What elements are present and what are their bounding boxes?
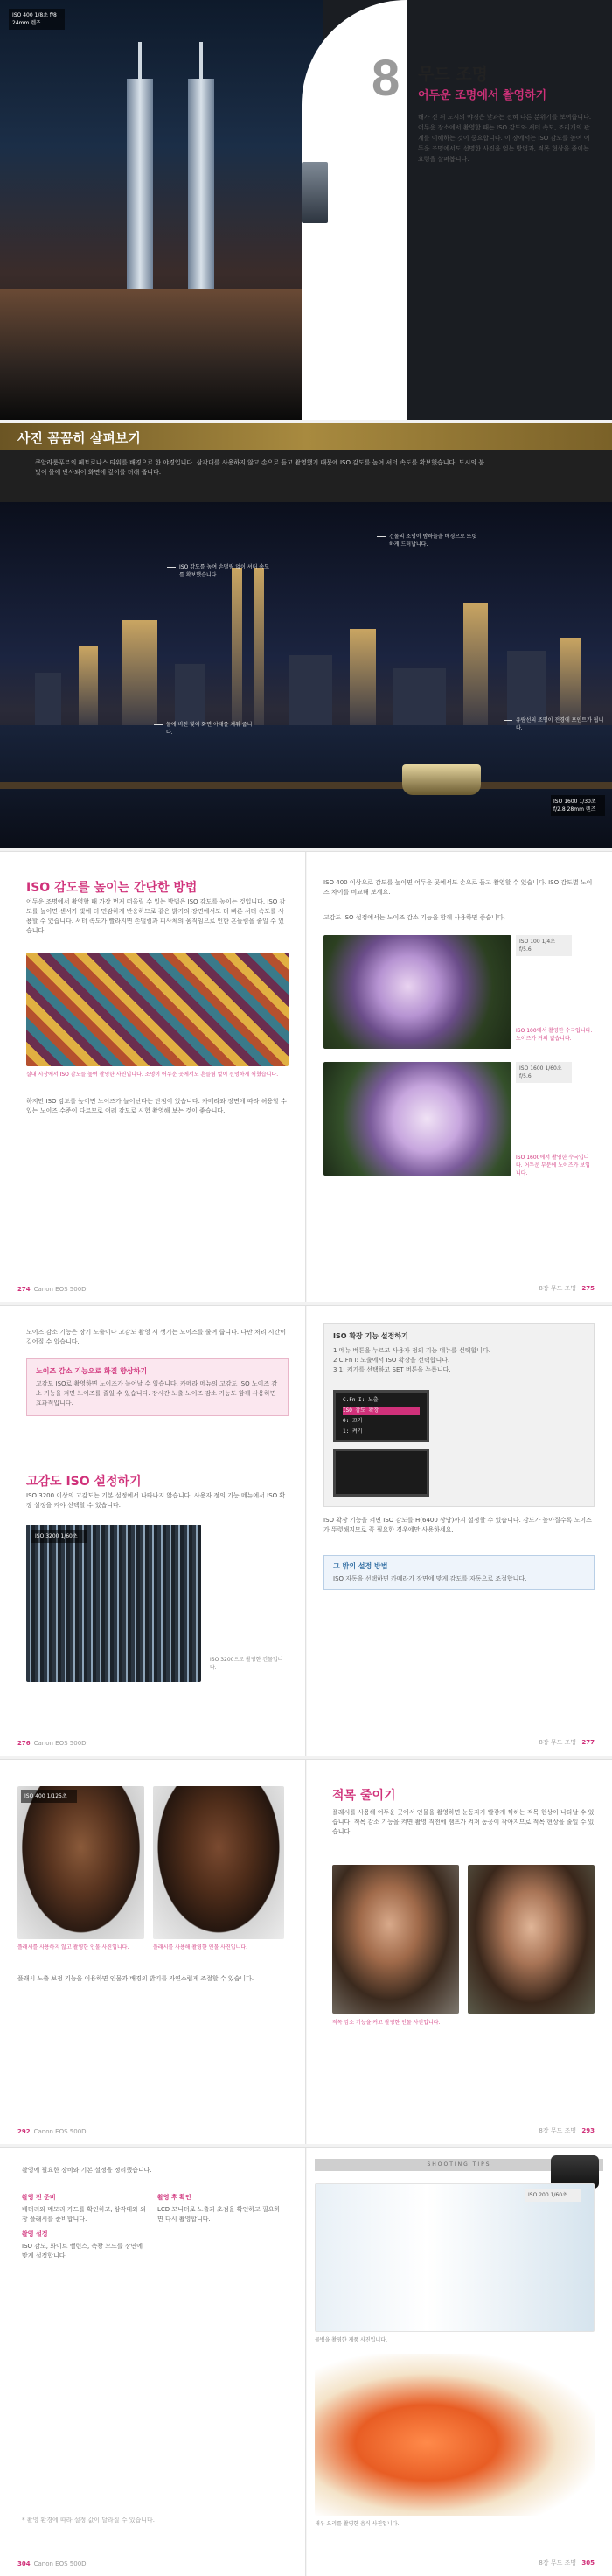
page-folio-right [539,2126,595,2135]
chapter-number: 8 [372,50,400,107]
hydrangea-photo-low-iso [323,935,511,1049]
info-box-title: 노이즈 감소 기능으로 화질 향상하기 [36,1367,148,1375]
body-text: 플래시 노출 보정 기능을 이용하면 인물과 배경의 밝기를 자연스럽게 조절할 수 있습니다. [17,1975,254,1982]
page-folio-right [539,1284,595,1293]
photo-settings-tag: ISO 1600 1/60초 f/5.6 [516,1062,572,1083]
tips-strip: SHOOTING TIPS [315,2159,603,2171]
tip-box-text: ISO 자동을 선택하면 카메라가 장면에 맞게 감도를 자동으로 조절합니다. [333,1575,527,1582]
chapter-opener-spread [0,0,612,420]
night-skyline-photo [0,502,612,848]
river-boat [402,764,481,795]
plaza-foreground [0,289,323,420]
page-number: 274 [17,1286,31,1293]
water-bottle-photo [315,2183,595,2332]
hydrangea-photo-high-iso [323,1062,511,1176]
thumbnail-photo [302,162,328,223]
photo-caption: 물병을 촬영한 제품 사진입니다. [315,2337,387,2343]
photo-settings-tag: ISO 3200 1/60초 [31,1530,87,1543]
photo-settings-tag: ISO 400 1/8초 f/8 24mm 렌즈 [9,9,65,30]
photo-settings-tag: ISO 100 1/4초 f/5.6 [516,935,572,956]
page-number: 305 [581,2559,595,2566]
portrait-photo-red-eye-1 [332,1865,459,2014]
tower-left [127,79,153,289]
body-text: 어두운 조명에서 촬영할 때 가장 먼저 떠올릴 수 있는 방법은 ISO 감도를 높이는 것입니다. ISO 감도를 높이면 센서가 빛에 더 민감하게 반응하므로 같은 밝기의 장면에서도 더 빠른 셔터 속도를 사용할 수 있습니다. 셔터 속도가 빨라지면 손떨림과 피사체의 움직임으로 인한 흔들림을 줄일 수 있습니다. [26,898,286,934]
body-text: ISO 400 이상으로 감도를 높이면 어두운 곳에서도 손으로 들고 촬영할 수 있습니다. ISO 감도별 노이즈 차이를 비교해 보세요. [323,879,593,896]
tips-column [22,2188,149,2261]
body-text: 하지만 ISO 감도를 높이면 노이즈가 늘어난다는 단점이 있습니다. 카메라와 장면에 따라 허용할 수 있는 노이즈 수준이 다르므로 여러 감도로 시험 촬영해 보는 것이 좋습니다. [26,1098,287,1114]
photo-settings-tag: ISO 200 1/60초 [525,2189,581,2202]
annotation: 유람선의 조명이 전경에 포인트가 됩니다. [516,716,608,732]
gutter [305,1760,307,2144]
page-number: 293 [581,2127,595,2134]
portrait-photo-red-eye-2 [468,1865,595,2014]
photo-caption: ISO 3200으로 촬영한 건물입니다. [210,1657,283,1671]
photo-settings-tag: ISO 1600 1/30초 f/2.8 28mm 렌즈 [551,795,605,816]
tips-spread [0,2147,612,2576]
building [393,668,446,725]
page-number: 304 [17,2560,31,2567]
page-number: 292 [17,2128,31,2135]
market-photo [26,953,289,1066]
section-title: 적목 줄이기 [332,1789,396,1803]
gutter [305,1306,307,1756]
building [35,673,61,725]
building [232,568,242,725]
high-iso-spread [0,1305,612,1756]
building [463,603,488,725]
building [350,629,376,725]
red-eye-spread [0,1759,612,2144]
photo-caption: 새우 요리를 촬영한 음식 사진입니다. [315,2521,400,2527]
photo-caption: 플래시를 사용하지 않고 촬영한 인물 사진입니다. [17,1944,129,1951]
building [79,646,98,725]
folio-text: Canon EOS 500D [33,2128,87,2135]
portrait-photo-flash [153,1786,284,1939]
page-folio-right [539,1738,595,1747]
page-number: 276 [17,1740,31,1747]
photo-caption: 적목 감소 기능을 켜고 촬영한 인물 사진입니다. [332,2020,441,2026]
building [175,664,205,725]
page-folio-left [17,1740,87,1747]
lcd-row-selected: ISO 감도 확장 [343,1407,420,1415]
tips-column-title: 촬영 후 확인 [157,2194,191,2201]
building [289,655,332,725]
section-header-title: 사진 꼼꼼히 살펴보기 [17,430,141,446]
camera-lcd-menu [333,1390,429,1442]
photo-analysis-spread [0,423,612,848]
page-folio-left [17,2128,87,2135]
tips-column-text: 배터리와 메모리 카드를 확인하고, 삼각대와 외장 플래시를 준비합니다. [22,2206,146,2223]
gutter [305,2148,307,2576]
folio-text: Canon EOS 500D [33,1740,87,1747]
photo-settings-tag: ISO 400 1/125초 [21,1790,77,1803]
gutter [305,852,307,1302]
folio-text: 8장 무드 조명 [539,2559,577,2566]
camera-lcd-screen [333,1449,429,1497]
page-number: 275 [581,1285,595,1292]
section-header-bar [0,423,612,450]
body-text: 고감도 ISO 설정에서는 노이즈 감소 기능을 함께 사용하면 좋습니다. [323,914,505,921]
tips-column-text: LCD 모니터로 노출과 초점을 확인하고 필요하면 다시 촬영합니다. [157,2206,281,2223]
body-text: 플래시를 사용해 어두운 곳에서 인물을 촬영하면 눈동자가 빨갛게 찍히는 적목 현상이 나타날 수 있습니다. 적목 감소 기능을 켜면 촬영 직전에 램프가 켜져 동공이 작아지므로 적목 현상을 줄일 수 있습니다. [332,1809,595,1835]
building [507,651,546,725]
info-box-text: 고감도 ISO로 촬영하면 노이즈가 늘어날 수 있습니다. 카메라 메뉴의 고감도 ISO 노이즈 감소 기능을 켜면 노이즈를 줄일 수 있습니다. 장시간 노출 노이즈 감소 기능도 함께 사용하면 효과적입니다. [36,1380,278,1407]
annotation: 건물의 조명이 밤하늘을 배경으로 또렷하게 드러납니다. [389,533,481,548]
section-title: ISO 감도를 높이는 간단한 방법 [26,881,198,895]
page-folio-left [17,2560,87,2567]
body-text: 촬영에 필요한 장비와 기본 설정을 정리했습니다. [22,2167,152,2174]
body-text: ISO 확장 기능을 켜면 ISO 감도를 H(6400 상당)까지 설정할 수 있습니다. 감도가 높아질수록 노이즈가 뚜렷해지므로 꼭 필요한 경우에만 사용하세요. [323,1517,592,1533]
tips-column-text: ISO 감도, 화이트 밸런스, 측광 모드를 장면에 맞게 설정합니다. [22,2243,143,2259]
page-folio-right [539,2559,595,2567]
info-box [26,1358,289,1416]
body-text: ISO 3200 이상의 고감도는 기본 설정에서 나타나지 않습니다. 사용자 정의 기능 메뉴에서 ISO 확장 설정을 켜야 선택할 수 있습니다. [26,1492,286,1509]
tips-column [157,2188,284,2224]
lcd-row: 0: 끄기 [343,1418,363,1424]
menu-step: 1 메뉴 버튼을 누르고 사용자 정의 기능 메뉴를 선택합니다. [333,1347,491,1354]
body-text: 노이즈 감소 기능은 장기 노출이나 고감도 촬영 시 생기는 노이즈를 줄여 줍니다. 다만 처리 시간이 길어질 수 있습니다. [26,1329,287,1345]
building [560,638,581,725]
annotation: 물에 비친 빛이 화면 아래를 채워 줍니다. [166,721,258,736]
section-title: 고감도 ISO 설정하기 [26,1475,142,1489]
shrimp-dish-photo [315,2354,595,2516]
menu-steps-title: ISO 확장 기능 설정하기 [333,1332,408,1340]
photo-caption: ISO 1600에서 촬영한 수국입니다. 어두운 부분에 노이즈가 보입니다. [516,1155,590,1176]
chapter-intro-text: 해가 진 뒤 도시의 야경은 낮과는 전혀 다른 분위기를 보여줍니다. 어두운 장소에서 촬영할 때는 ISO 감도와 셔터 속도, 조리개의 관계를 이해하는 것이 중요합니다. 이 장에서는 ISO 감도를 높여 어두운 조명에서도 선명한 사진을 얻는 방법과, 적목 현상을 줄이는 요령을 살펴봅니다. [418,114,592,163]
twin-towers-photo [0,0,323,420]
building-facade-photo [26,1525,201,1682]
tower-right [188,79,214,289]
page-folio-left [17,1286,87,1293]
page-number: 277 [581,1739,595,1746]
folio-text: 8장 무드 조명 [539,2127,577,2134]
building [254,568,264,725]
annotation: ISO 감도를 높여 손떨림 없이 셔터 속도를 확보했습니다. [179,563,271,579]
folio-text: Canon EOS 500D [33,1286,87,1293]
iso-intro-spread [0,851,612,1302]
building [122,620,157,725]
pier [0,782,612,789]
menu-steps-box [323,1323,595,1507]
chapter-subtitle: 어두운 조명에서 촬영하기 [418,89,547,102]
footnote: * 촬영 환경에 따라 설정 값이 달라질 수 있습니다. [22,2517,156,2524]
folio-text: 8장 무드 조명 [539,1739,577,1746]
analysis-intro-text: 쿠알라룸푸르의 페트로나스 타워를 배경으로 한 야경입니다. 삼각대를 사용하지 않고 손으로 들고 촬영했기 때문에 ISO 감도를 높여 셔터 속도를 확보했습니다. 도시의 불빛이 물에 반사되어 화면에 깊이를 더해 줍니다. [35,459,485,476]
tips-column-title: 촬영 전 준비 [22,2194,56,2201]
photo-caption: ISO 100에서 촬영한 수국입니다. 노이즈가 거의 없습니다. [516,1028,593,1042]
tip-box [323,1555,595,1590]
tip-box-title: 그 밖의 설정 방법 [333,1562,388,1570]
menu-step: 2 C.Fn I: 노출에서 ISO 확장을 선택합니다. [333,1357,450,1364]
photo-caption: 실내 시장에서 ISO 감도를 높여 촬영한 사진입니다. 조명이 어두운 곳에서도 흔들림 없이 선명하게 찍혔습니다. [26,1072,279,1078]
tips-column-title: 촬영 설정 [22,2230,48,2237]
portrait-photo-no-flash [17,1786,144,1939]
chapter-title: 무드 조명 [418,65,489,84]
lcd-row: 1: 켜기 [343,1428,363,1435]
lcd-row: C.Fn I: 노출 [343,1397,379,1403]
folio-text: Canon EOS 500D [33,2560,87,2567]
folio-text: 8장 무드 조명 [539,1285,577,1292]
menu-step: 3 1: 켜기를 선택하고 SET 버튼을 누릅니다. [333,1366,451,1373]
photo-caption: 플래시를 사용해 촬영한 인물 사진입니다. [153,1944,248,1951]
